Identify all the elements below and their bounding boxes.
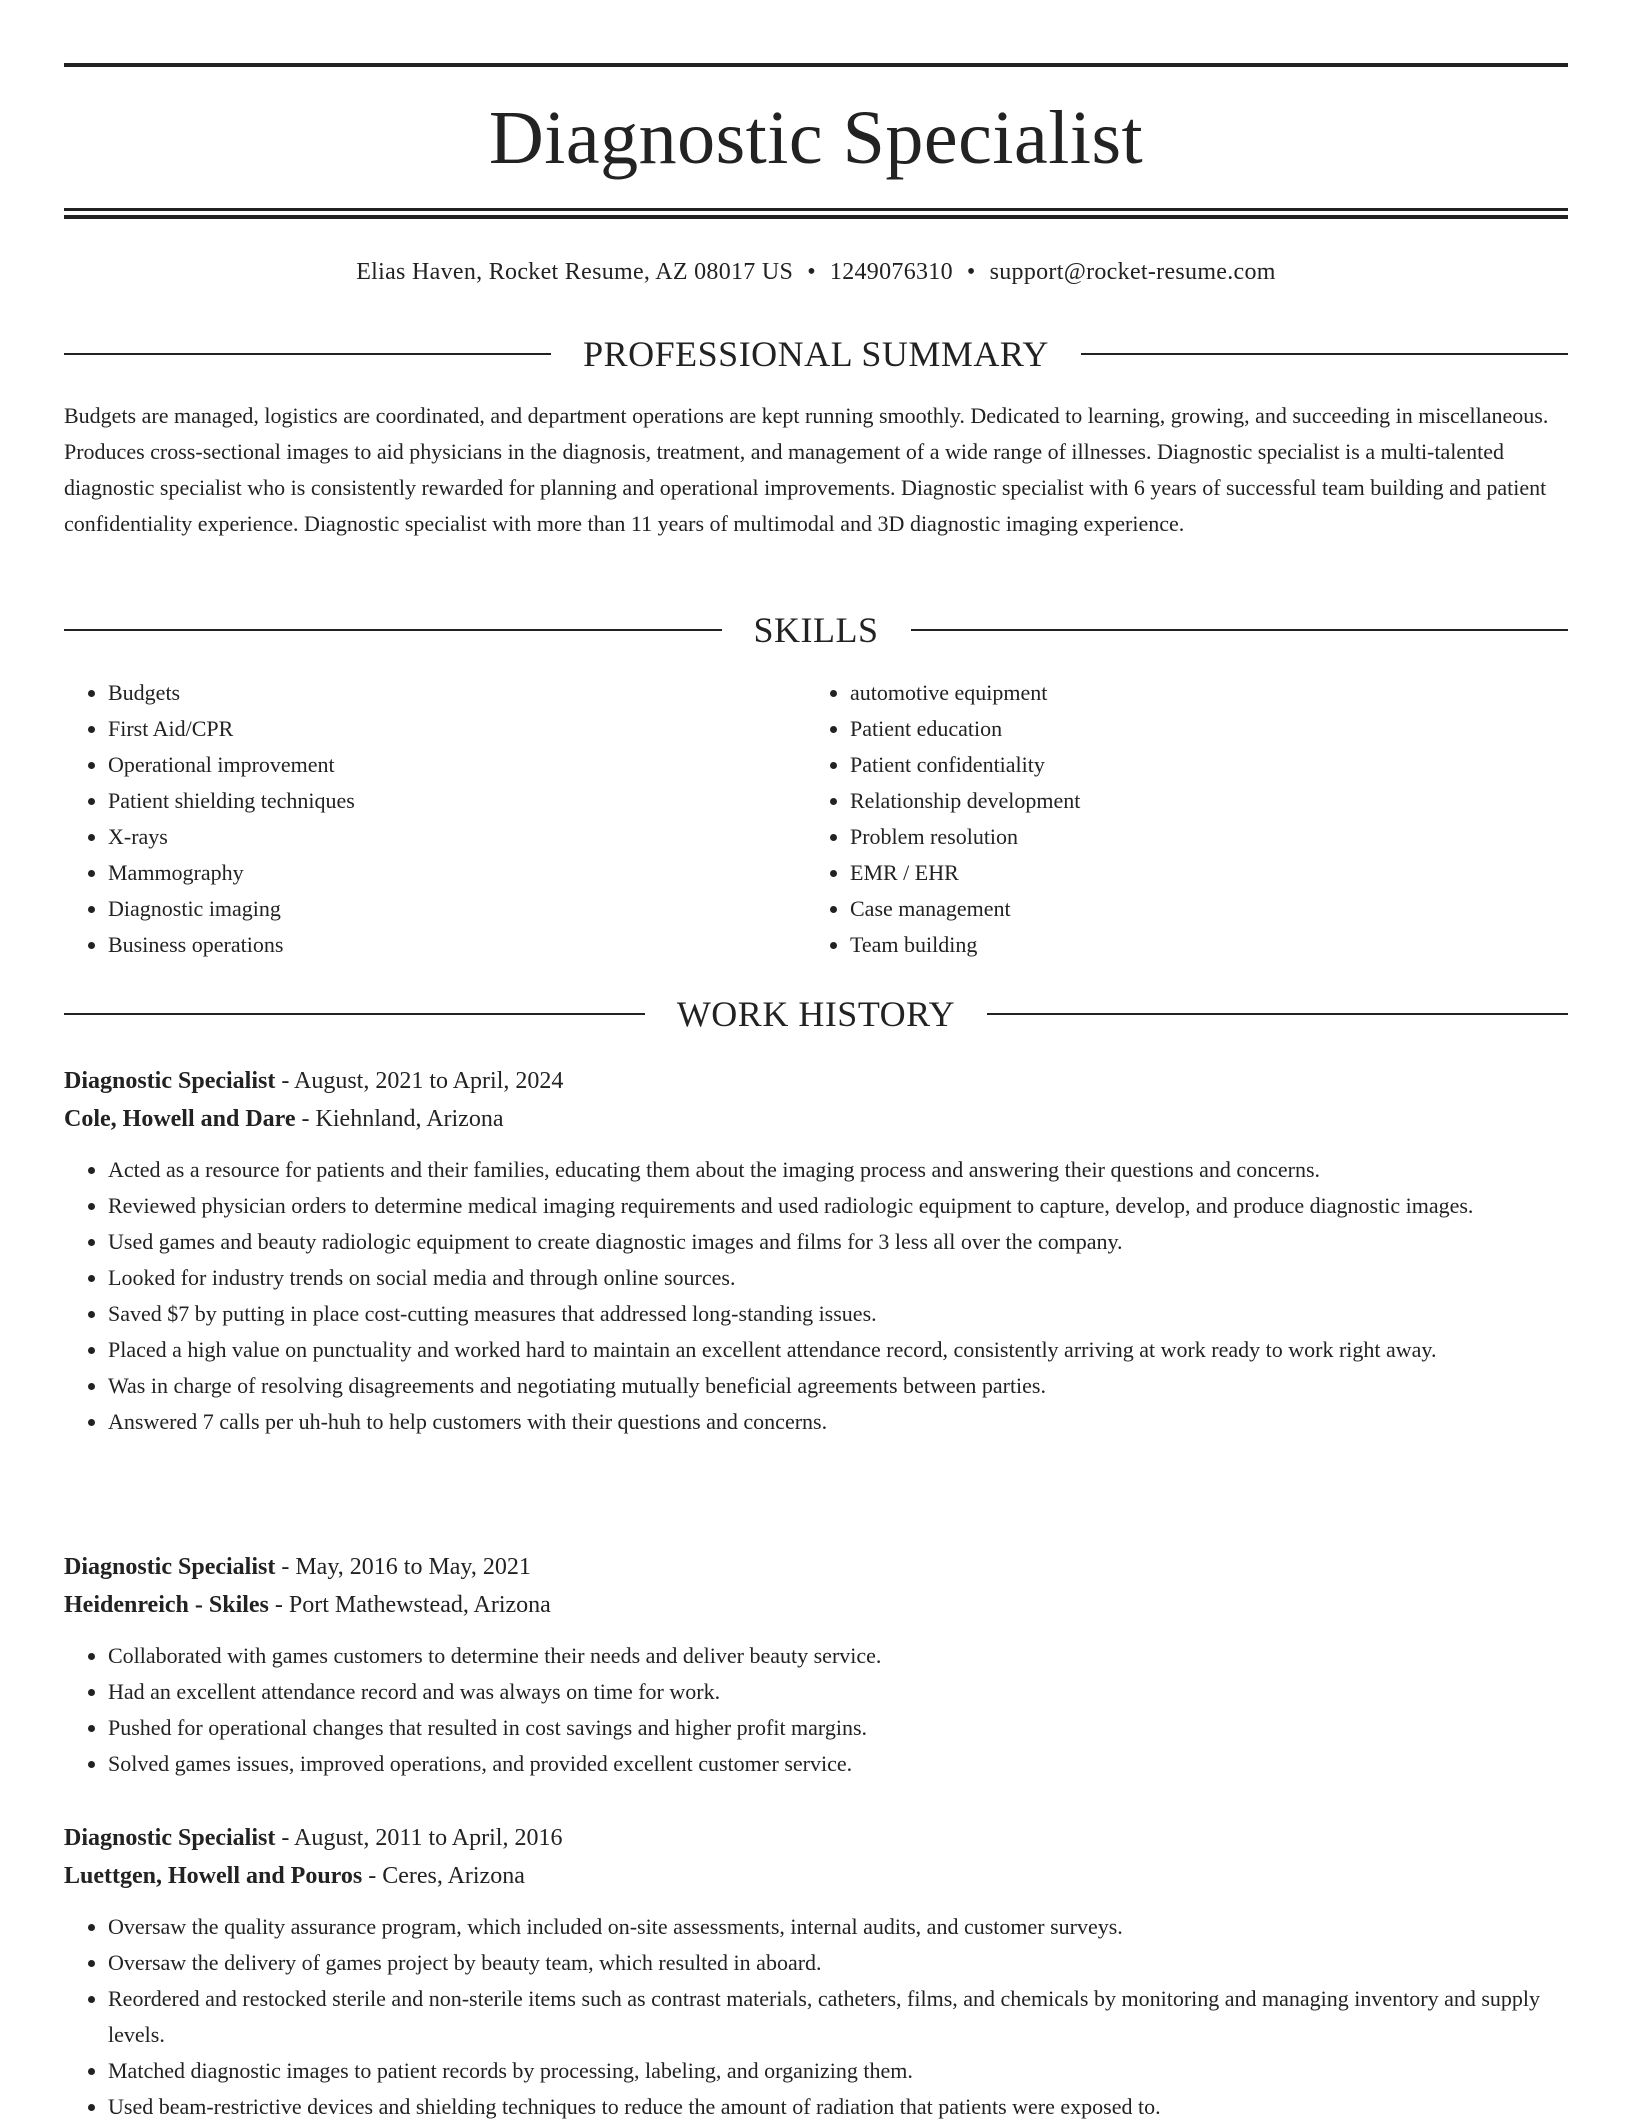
summary-text: Budgets are managed, logistics are coordinated, and department operations are kept running smoothly. Dedicated to learning, growing, and succeeding in miscellaneous. Produces cross-sectional images to aid physicians in the diagnosis, treatment, and management of a wide range of illnesses. Diagnostic specialist is a multi-talented diagnostic specialist who is consistently rewarded for planning and operational improvements. Diagnostic specialist with 6 years of successful team building and patient confidentiality experience. Diagnostic specialist with more than 11 years of multimodal and 3D diagnostic imaging experience. bbox=[64, 403, 1549, 536]
job-location: - Ceres, Arizona bbox=[362, 1863, 525, 1889]
job-bullet: • Used beam-restrictive devices and shielding techniques to reduce the amount of radiation that patients were exposed to. bbox=[108, 2089, 1568, 2125]
job-bullet: • Answered 7 calls per uh-huh to help customers with their questions and concerns. bbox=[108, 1404, 1568, 1440]
skill-item: • X-rays bbox=[108, 819, 806, 855]
title-divider-upper bbox=[64, 208, 1568, 211]
skill-item: • Diagnostic imaging bbox=[108, 891, 806, 927]
job-dates: - August, 2011 to April, 2016 bbox=[275, 1825, 563, 1851]
work-heading-text: WORK HISTORY bbox=[676, 994, 956, 1034]
heading-rule-right bbox=[1081, 353, 1568, 355]
job-bullet: • Solved games issues, improved operations, and provided excellent customer service. bbox=[108, 1746, 1568, 1782]
contact-line bbox=[64, 252, 1568, 292]
skill-item: • Operational improvement bbox=[108, 747, 806, 783]
job-title: Diagnostic Specialist bbox=[64, 1554, 276, 1580]
job-company-line bbox=[64, 1857, 1568, 1895]
contact-phone: 1249076310 bbox=[829, 259, 953, 285]
skill-item: • Patient education bbox=[850, 711, 1548, 747]
job-location: - Kiehnland, Arizona bbox=[295, 1106, 504, 1132]
job-bullet: • Had an excellent attendance record and was always on time for work. bbox=[108, 1674, 1568, 1710]
summary-heading bbox=[64, 332, 1568, 376]
job-bullets bbox=[64, 1638, 1568, 1782]
job-dates: - May, 2016 to May, 2021 bbox=[275, 1554, 531, 1580]
title-divider-lower bbox=[64, 215, 1568, 219]
skills-heading-text: SKILLS bbox=[753, 610, 879, 650]
skills-heading bbox=[64, 608, 1568, 652]
heading-rule-left bbox=[64, 1013, 645, 1015]
job-bullet: • Reordered and restocked sterile and non-sterile items such as contrast materials, catheters, films, and chemicals by monitoring and managing inventory and supply levels. bbox=[108, 1981, 1568, 2053]
job-bullet: • Collaborated with games customers to determine their needs and deliver beauty service. bbox=[108, 1638, 1568, 1674]
heading-rule-right bbox=[987, 1013, 1568, 1015]
summary-heading-text: PROFESSIONAL SUMMARY bbox=[583, 334, 1049, 374]
job-title: Diagnostic Specialist bbox=[64, 1825, 276, 1851]
skill-item: • Problem resolution bbox=[850, 819, 1548, 855]
job-bullet: • Used games and beauty radiologic equipment to create diagnostic images and films for 3 less all over the company. bbox=[108, 1224, 1568, 1260]
job-company-line bbox=[64, 1586, 1568, 1624]
job-bullet: • Reviewed physician orders to determine medical imaging requirements and used radiologic equipment to capture, develop, and produce diagnostic images. bbox=[108, 1188, 1568, 1224]
job-company: Luettgen, Howell and Pouros bbox=[64, 1863, 363, 1889]
job-bullet: • Looked for industry trends on social media and through online sources. bbox=[108, 1260, 1568, 1296]
job-bullet: • Pushed for operational changes that resulted in cost savings and higher profit margins. bbox=[108, 1710, 1568, 1746]
skill-item: • EMR / EHR bbox=[850, 855, 1548, 891]
heading-rule-left bbox=[64, 629, 722, 631]
skills-list bbox=[64, 675, 1568, 963]
job-company-line bbox=[64, 1100, 1568, 1138]
skill-item: • Patient confidentiality bbox=[850, 747, 1548, 783]
job-entry bbox=[64, 1819, 1568, 2125]
skill-item: • Patient shielding techniques bbox=[108, 783, 806, 819]
skill-item: • automotive equipment bbox=[850, 675, 1548, 711]
contact-separator: • bbox=[966, 259, 976, 285]
skill-item: • Relationship development bbox=[850, 783, 1548, 819]
job-company: Cole, Howell and Dare bbox=[64, 1106, 296, 1132]
top-rule bbox=[64, 63, 1568, 67]
job-title: Diagnostic Specialist bbox=[64, 1068, 276, 1094]
contact-address: Elias Haven, Rocket Resume, AZ 08017 US bbox=[356, 259, 794, 285]
heading-rule-right bbox=[911, 629, 1569, 631]
job-bullet: • Was in charge of resolving disagreements and negotiating mutually beneficial agreements between parties. bbox=[108, 1368, 1568, 1404]
job-bullets bbox=[64, 1152, 1568, 1440]
job-title-line bbox=[64, 1548, 1568, 1586]
job-bullet: • Oversaw the quality assurance program, which included on-site assessments, internal audits, and customer surveys. bbox=[108, 1909, 1568, 1945]
skill-item: • Mammography bbox=[108, 855, 806, 891]
skill-item: • Business operations bbox=[108, 927, 806, 963]
job-bullet: • Saved $7 by putting in place cost-cutting measures that addressed long-standing issues. bbox=[108, 1296, 1568, 1332]
job-title-line bbox=[64, 1819, 1568, 1857]
work-heading bbox=[64, 992, 1568, 1036]
job-title-line bbox=[64, 1062, 1568, 1100]
skill-item: • Case management bbox=[850, 891, 1548, 927]
job-entry bbox=[64, 1548, 1568, 1782]
job-bullets bbox=[64, 1909, 1568, 2125]
skill-item: • First Aid/CPR bbox=[108, 711, 806, 747]
job-bullet: • Acted as a resource for patients and their families, educating them about the imaging process and answering their questions and concerns. bbox=[108, 1152, 1568, 1188]
job-bullet: • Placed a high value on punctuality and worked hard to maintain an excellent attendance record, consistently arriving at work ready to work right away. bbox=[108, 1332, 1568, 1368]
job-bullet: • Oversaw the delivery of games project by beauty team, which resulted in aboard. bbox=[108, 1945, 1568, 1981]
resume-title: Diagnostic Specialist bbox=[488, 96, 1144, 180]
job-entry bbox=[64, 1062, 1568, 1440]
job-bullet: • Matched diagnostic images to patient records by processing, labeling, and organizing them. bbox=[108, 2053, 1568, 2089]
contact-separator: • bbox=[807, 259, 816, 285]
skill-item: • Team building bbox=[850, 927, 1548, 963]
contact-email: support@rocket-resume.com bbox=[989, 259, 1276, 285]
skill-item: • Budgets bbox=[108, 675, 806, 711]
job-dates: - August, 2021 to April, 2024 bbox=[275, 1068, 564, 1094]
job-company: Heidenreich - Skiles bbox=[64, 1592, 269, 1618]
skills-column-left bbox=[64, 675, 806, 963]
skills-column-right bbox=[806, 675, 1548, 963]
job-location: - Port Mathewstead, Arizona bbox=[268, 1592, 551, 1618]
heading-rule-left bbox=[64, 353, 551, 355]
